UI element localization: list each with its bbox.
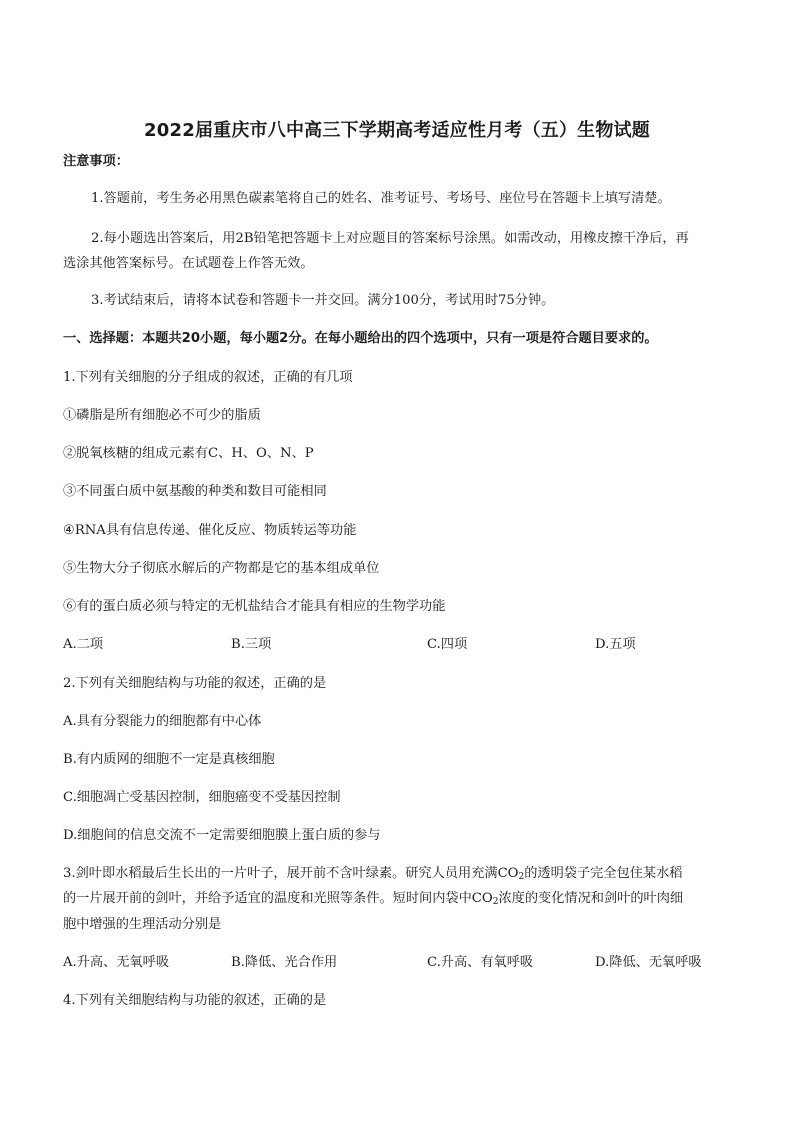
notice-item-3: 3.考试结束后，请将本试卷和答题卡一并交回。满分100分，考试用时75分钟。 [91, 293, 555, 308]
q4-stem: 4.下列有关细胞结构与功能的叙述，正确的是 [63, 993, 327, 1008]
q1-option-c: C.四项 [427, 637, 468, 652]
q3-option-a: A.升高、无氧呼吸 [63, 955, 170, 970]
q1-statement-3: ③不同蛋白质中氨基酸的种类和数目可能相同 [63, 484, 327, 499]
q3-subscript-2: 2 [492, 897, 499, 907]
q3-option-b: B.降低、光合作用 [231, 955, 338, 970]
q3-stem-text-1b: 的透明袋子完全包住某水稻 [524, 866, 683, 881]
q1-option-a: A.二项 [63, 637, 104, 652]
q3-stem-text-1a: 3.剑叶即水稻最后生长出的一片叶子，展开前不含叶绿素。研究人员用充满CO [63, 866, 519, 881]
q3-stem-text-2b: 浓度的变化情况和剑叶的叶肉细 [498, 891, 684, 906]
q1-statement-1: ①磷脂是所有细胞必不可少的脂质 [63, 408, 261, 423]
q2-stem: 2.下列有关细胞结构与功能的叙述，正确的是 [63, 676, 327, 691]
q1-stem: 1.下列有关细胞的分子组成的叙述，正确的有几项 [63, 370, 353, 385]
q3-option-d: D.降低、无氧呼吸 [595, 955, 702, 970]
q2-option-b: B.有内质网的细胞不一定是真核细胞 [63, 752, 275, 767]
q3-subscript: 2 [518, 872, 525, 882]
notice-heading: 注意事项： [63, 154, 129, 169]
section-heading: 一、选择题：本题共20小题，每小题2分。在每小题给出的四个选项中，只有一项是符合题目要求的。 [63, 331, 658, 346]
q1-statement-2: ②脱氧核糖的组成元素有C、H、O、N、P [63, 446, 314, 461]
page-title: 2022届重庆市八中高三下学期高考适应性月考（五）生物试题 [144, 120, 650, 141]
q2-option-c: C.细胞凋亡受基因控制，细胞癌变不受基因控制 [63, 790, 341, 805]
q3-option-c: C.升高、有氧呼吸 [427, 955, 534, 970]
notice-item-2: 2.每小题选出答案后，用2B铅笔把答题卡上对应题目的答案标号涂黑。如需改动，用橡皮擦干净后，再 [91, 231, 689, 246]
q3-stem-line-3: 胞中增强的生理活动分别是 [63, 917, 222, 932]
q2-option-a: A.具有分裂能力的细胞都有中心体 [63, 714, 262, 729]
q3-stem-text-2a: 的一片展开前的剑叶，并给予适宜的温度和光照等条件。短时间内袋中CO [63, 891, 493, 906]
q1-option-b: B.三项 [231, 637, 272, 652]
q1-statement-5: ⑤生物大分子彻底水解后的产物都是它的基本组成单位 [63, 561, 380, 576]
notice-item-2-cont: 选涂其他答案标号。在试题卷上作答无效。 [63, 256, 314, 271]
q3-stem-line-2 [63, 886, 683, 915]
q1-statement-4: ④RNA具有信息传递、催化反应、物质转运等功能 [63, 523, 357, 538]
q2-option-d: D.细胞间的信息交流不一定需要细胞膜上蛋白质的参与 [63, 828, 381, 843]
q1-statement-6: ⑥有的蛋白质必须与特定的无机盐结合才能具有相应的生物学功能 [63, 599, 446, 614]
q1-option-d: D.五项 [595, 637, 636, 652]
notice-item-1: 1.答题前，考生务必用黑色碳素笔将自己的姓名、准考证号、考场号、座位号在答题卡上填写清楚。 [91, 191, 671, 206]
